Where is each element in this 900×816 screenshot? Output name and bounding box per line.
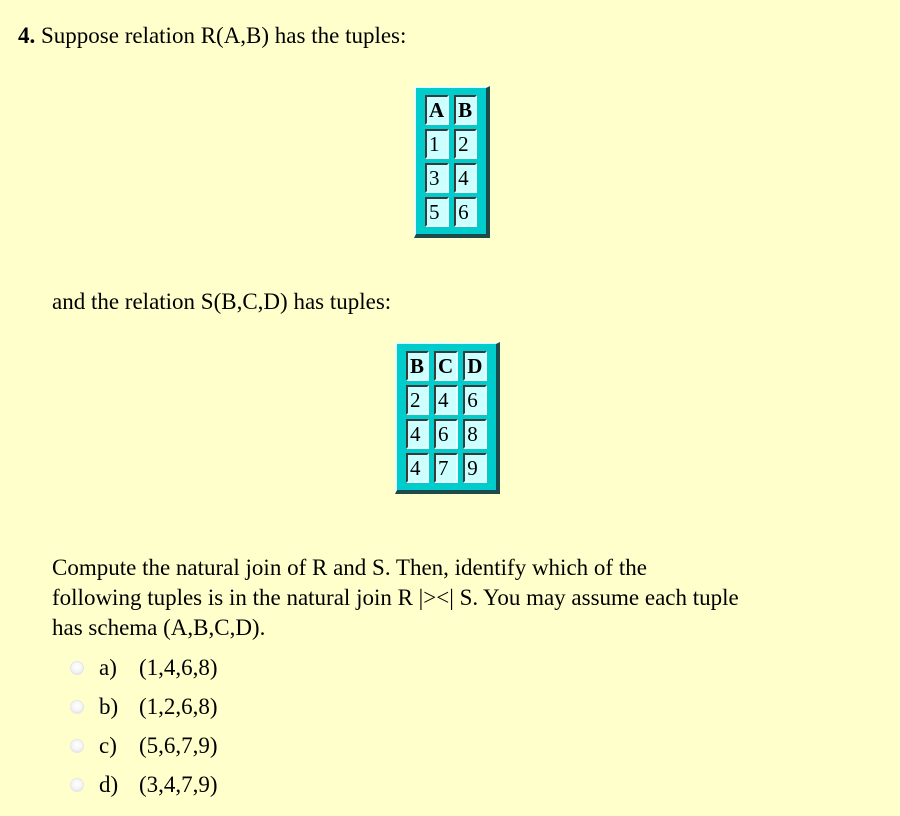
radio-button-a[interactable] (70, 661, 84, 675)
option-d[interactable] (70, 765, 218, 804)
table-header-row (406, 351, 487, 381)
table-cell: 2 (454, 129, 477, 159)
option-letter: b) (99, 693, 119, 719)
table-cell: 7 (434, 453, 458, 483)
table-cell: 4 (454, 163, 477, 193)
radio-button-d[interactable] (70, 778, 84, 792)
table-cell: 8 (463, 419, 487, 449)
table-cell: 4 (406, 453, 429, 483)
table-cell: 4 (406, 419, 429, 449)
table-row (425, 129, 477, 159)
relation-r-table (414, 86, 490, 238)
table-cell: 4 (434, 385, 458, 415)
prompt-line-1: Compute the natural join of R and S. Then, identify which of the (52, 555, 647, 580)
column-header: B (406, 351, 429, 381)
prompt-line-3: has schema (A,B,C,D). (52, 615, 266, 640)
option-text: (3,4,7,9) (139, 771, 218, 797)
option-c[interactable] (70, 726, 218, 765)
table-cell: 5 (425, 197, 449, 227)
table-cell: 1 (425, 129, 449, 159)
column-header: D (463, 351, 487, 381)
table-cell: 2 (406, 385, 429, 415)
column-header: A (425, 95, 449, 125)
answer-options (70, 648, 218, 804)
table-row (406, 419, 487, 449)
option-text: (5,6,7,9) (139, 732, 218, 758)
table-cell: 6 (454, 197, 477, 227)
option-letter: d) (99, 771, 119, 797)
column-header: C (434, 351, 458, 381)
option-text: (1,4,6,8) (139, 654, 218, 680)
option-letter: a) (99, 654, 117, 680)
option-text: (1,2,6,8) (139, 693, 218, 719)
table-row (406, 453, 487, 483)
option-letter: c) (99, 732, 117, 758)
table-cell: 6 (434, 419, 458, 449)
relation-s-intro: and the relation S(B,C,D) has tuples: (52, 289, 392, 314)
table-cell: 9 (463, 453, 487, 483)
question-intro: Suppose relation R(A,B) has the tuples: (41, 23, 407, 48)
prompt-line-2: following tuples is in the natural join R |><| S. You may assume each tuple (52, 585, 739, 610)
radio-button-b[interactable] (70, 700, 84, 714)
question-number: 4. (18, 23, 36, 48)
table-cell: 6 (463, 385, 487, 415)
table-header-row (425, 95, 477, 125)
table-row (425, 163, 477, 193)
table-row (425, 197, 477, 227)
radio-button-c[interactable] (70, 739, 84, 753)
column-header: B (454, 95, 477, 125)
question-header (18, 21, 406, 51)
table-row (406, 385, 487, 415)
table-cell: 3 (425, 163, 449, 193)
option-b[interactable] (70, 687, 218, 726)
option-a[interactable] (70, 648, 218, 687)
relation-s-table (395, 342, 500, 494)
